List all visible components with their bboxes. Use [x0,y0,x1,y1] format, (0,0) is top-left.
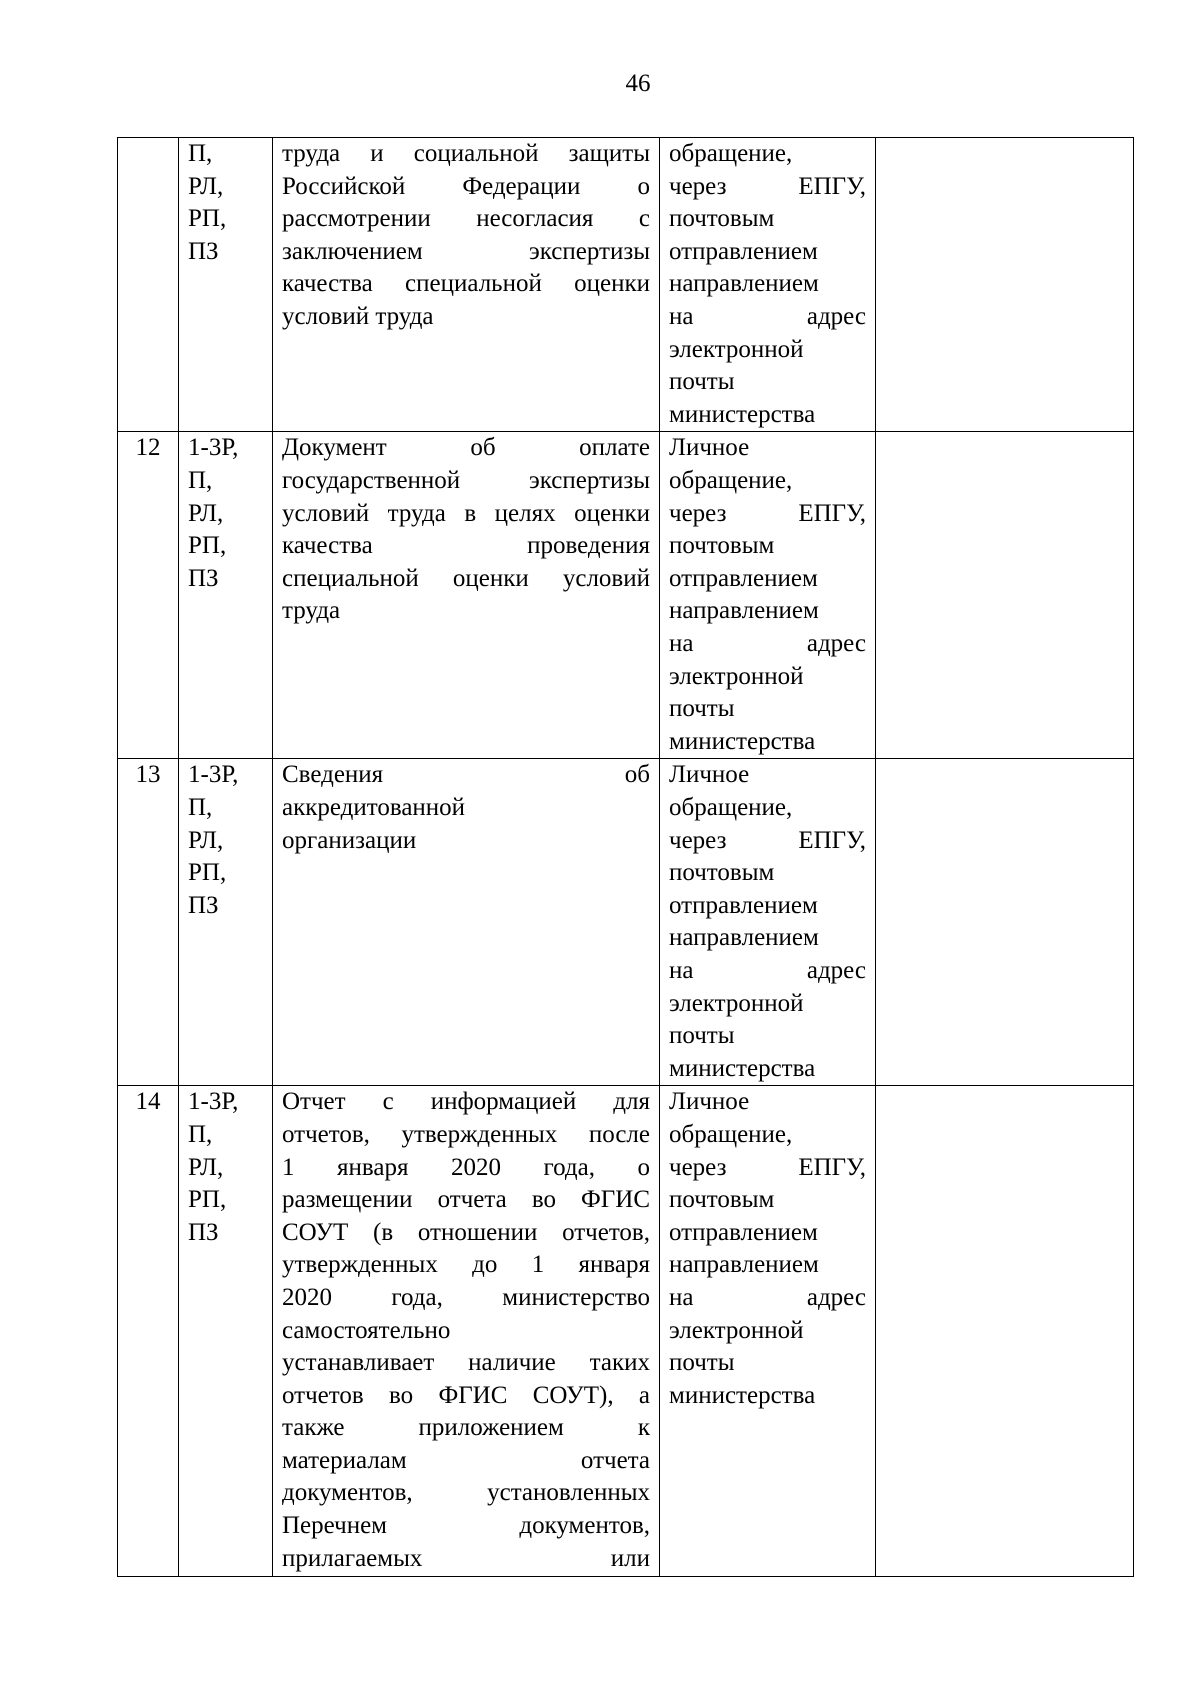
text-line: направлением [669,597,819,625]
text-line: самостоятельно [282,1316,451,1344]
text-line: прилагаемых или [282,1544,650,1572]
text-line: Отчет с информацией для [282,1088,650,1116]
code-line: П, [188,793,213,821]
text-line: почты [669,1022,735,1050]
text-line: через ЕПГУ, [669,826,866,854]
text-line: обращение, [669,140,793,167]
code-line: П, [188,140,213,167]
text-line: электронной [669,1316,804,1344]
text-line: отправлением [669,1218,818,1246]
text-line: электронной [669,989,804,1017]
document-description-cell [273,138,660,432]
text-line: электронной [669,662,804,690]
text-line: министерства [669,400,816,428]
submission-codes-cell [179,432,273,759]
text-line: почтовым [669,859,775,887]
submission-method-cell [660,138,876,432]
submission-codes-cell [179,1086,273,1577]
code-line: ПЗ [188,237,219,265]
text-line: заключением экспертизы [282,237,650,265]
text-line: через ЕПГУ, [669,499,866,527]
notes-cell [876,1086,1134,1577]
text-line: труда и социальной защиты [282,140,650,167]
submission-codes-cell [179,138,273,432]
text-line: документов, установленных [282,1479,650,1507]
text-line: почтовым [669,1186,775,1214]
code-line: ПЗ [188,564,219,592]
text-line: почтовым [669,205,775,233]
text-line: обращение, [669,793,793,821]
text-line: Перечнем документов, [282,1512,650,1540]
text-line: электронной [669,335,804,363]
code-line: 1-3Р, [188,434,239,462]
text-line: Личное [669,1088,750,1116]
row-number-cell: 12 [118,432,179,759]
code-line: РЛ, [188,826,224,854]
table-row [118,1086,1134,1577]
submission-codes-cell [179,759,273,1086]
code-line: РП, [188,859,227,887]
text-line: Документ об оплате [282,434,650,462]
row-number-cell: 14 [118,1086,179,1577]
text-line: почты [669,1349,735,1377]
table-row [118,138,1134,432]
text-line: через ЕПГУ, [669,172,866,200]
document-description-cell [273,1086,660,1577]
code-line: РП, [188,532,227,560]
text-line: государственной экспертизы [282,466,650,494]
text-line: организации [282,826,417,854]
text-line: условий труда в целях оценки [282,499,650,527]
text-line: направлением [669,1251,819,1279]
text-line: СОУТ (в отношении отчетов, [282,1218,650,1246]
text-line: устанавливает наличие таких [282,1349,650,1377]
table-row [118,432,1134,759]
text-line: 2020 года, министерство [282,1283,650,1311]
notes-cell [876,432,1134,759]
code-line: РЛ, [188,499,224,527]
row-number-cell [118,138,179,432]
documents-table [117,137,1134,1577]
code-line: 1-3Р, [188,761,239,789]
text-line: отправлением [669,564,818,592]
text-line: отчетов, утвержденных после [282,1120,650,1148]
text-line: через ЕПГУ, [669,1153,866,1181]
text-line: аккредитованной [282,793,466,821]
text-line: условий труда [282,302,434,330]
text-line: отправлением [669,237,818,265]
text-line: на адрес [669,302,866,330]
text-line: почты [669,368,735,396]
text-line: Сведения об [282,761,650,789]
submission-method-cell [660,1086,876,1577]
text-line: министерства [669,727,816,755]
text-line: труда [282,597,341,625]
code-line: РП, [188,205,227,233]
text-line: Личное [669,761,750,789]
text-line: специальной оценки условий [282,564,650,592]
code-line: РЛ, [188,172,224,200]
code-line: ПЗ [188,1218,219,1246]
code-line: РП, [188,1186,227,1214]
text-line: отчетов во ФГИС СОУТ), а [282,1381,650,1409]
text-line: обращение, [669,466,793,494]
text-line: рассмотрении несогласия с [282,205,650,233]
text-line: Личное [669,434,750,462]
text-line: материалам отчета [282,1446,650,1474]
text-line: Российской Федерации о [282,172,650,200]
table-body [118,138,1134,1577]
text-line: почтовым [669,532,775,560]
submission-method-cell [660,432,876,759]
table-row [118,759,1134,1086]
text-line: министерства [669,1054,816,1082]
text-line: министерства [669,1381,816,1409]
code-line: ПЗ [188,891,219,919]
code-line: П, [188,466,213,494]
text-line: утвержденных до 1 января [282,1251,650,1279]
text-line: также приложением к [282,1414,650,1442]
text-line: размещении отчета во ФГИС [282,1186,650,1214]
text-line: 1 января 2020 года, о [282,1153,650,1181]
page-number: 46 [625,70,651,97]
document-description-cell [273,432,660,759]
text-line: на адрес [669,956,866,984]
code-line: РЛ, [188,1153,224,1181]
text-line: качества специальной оценки [282,270,650,298]
notes-cell [876,138,1134,432]
text-line: обращение, [669,1120,793,1148]
code-line: П, [188,1120,213,1148]
code-line: 1-3Р, [188,1088,239,1116]
notes-cell [876,759,1134,1086]
document-description-cell [273,759,660,1086]
submission-method-cell [660,759,876,1086]
row-number-cell: 13 [118,759,179,1086]
text-line: на адрес [669,1283,866,1311]
text-line: отправлением [669,891,818,919]
text-line: направлением [669,924,819,952]
text-line: направлением [669,270,819,298]
text-line: на адрес [669,629,866,657]
text-line: качества проведения [282,532,650,560]
text-line: почты [669,695,735,723]
